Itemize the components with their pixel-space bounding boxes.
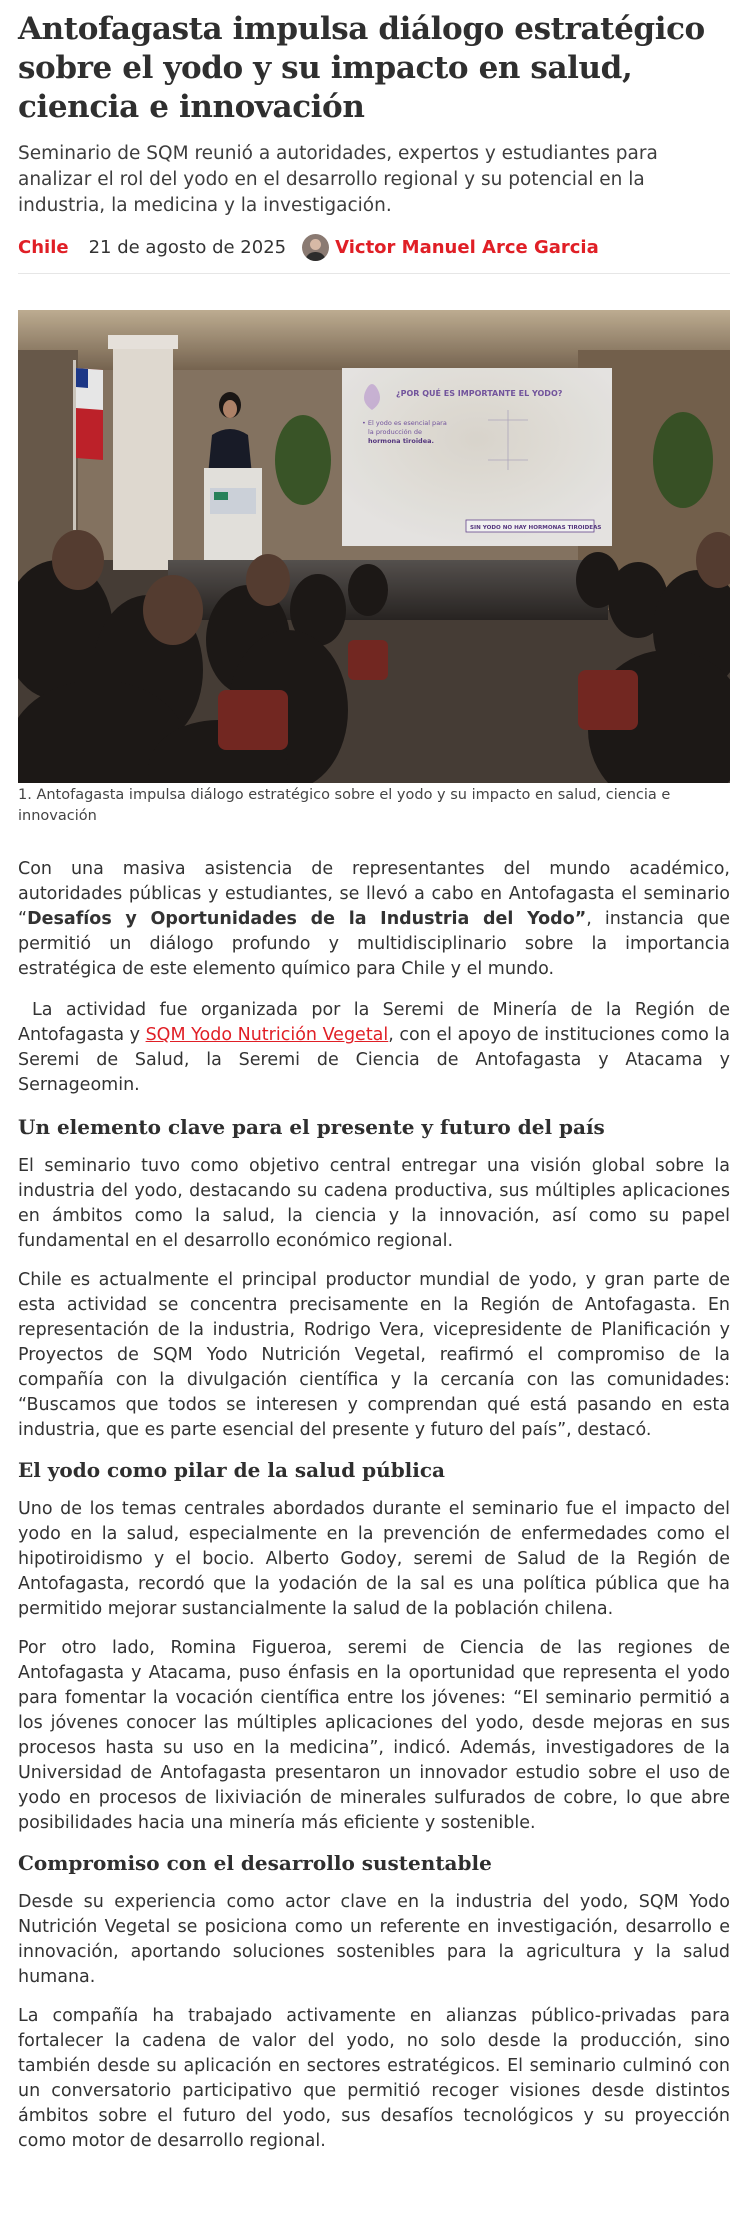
- paragraph-3: El seminario tuvo como objetivo central entregar una visión global sobre la industria del yodo, destacando su cadena productiva, sus múltiples aplicaciones en ámbitos como la salud, la ciencia y la innovación, así como su papel fundamental en el desarrollo económico regional.: [18, 1156, 730, 1251]
- paragraph-1: [18, 857, 730, 982]
- seminar-photo-illustration: [18, 310, 730, 783]
- article-title: Antofagasta impulsa diálogo estratégico sobre el yodo y su impacto en salud, ciencia e innovación: [18, 11, 705, 125]
- paragraph-2: [18, 998, 730, 1098]
- paragraph-7: Desde su experiencia como actor clave en la industria del yodo, SQM Yodo Nutrición Vegetal se posiciona como un referente en investigación, desarrollo e innovación, aportando soluciones sostenibles para la agricultura y la salud humana.: [18, 1892, 730, 1987]
- paragraph-1-text-a: Con una masiva asistencia de representantes del mundo académico, autoridades públicas y estudiantes, se llevó a cabo en Antofagasta el seminario “: [18, 859, 730, 929]
- paragraph-1-text-b: , instancia que permitió un diálogo profundo y multidisciplinario sobre la importancia estratégica de este elemento químico para Chile y el mundo.: [18, 909, 730, 979]
- article-meta: [18, 233, 730, 261]
- author-avatar[interactable]: [302, 234, 329, 261]
- slide-bullet-1: • El yodo es esencial para: [362, 419, 447, 427]
- paragraph-5: Uno de los temas centrales abordados durante el seminario fue el impacto del yodo en la salud, especialmente en la prevención de enfermedades como el hipotiroidismo y el bocio. Alberto Godoy, seremi de Salud de la Región de Antofagasta, recordó que la yodación de la sal es una política pública que ha permitido mejorar sustancialmente la salud de la población chilena.: [18, 1499, 730, 1619]
- slide-title: ¿POR QUÉ ES IMPORTANTE EL YODO?: [396, 389, 563, 398]
- paragraph-8: La compañía ha trabajado activamente en alianzas público-privadas para fortalecer la cadena de valor del yodo, no solo desde la producción, sino también desde su aplicación en sectores estratégicos. El seminario culminó con un conversatorio participativo que permitió recoger visiones desde distintos ámbitos sobre el futuro del yodo, sus desafíos tecnológicos y su proyección como motor de desarrollo regional.: [18, 2006, 730, 2151]
- slide-footer: SIN YODO NO HAY HORMONAS TIROIDEAS: [470, 525, 602, 531]
- sqm-link[interactable]: SQM Yodo Nutrición Vegetal: [145, 1025, 389, 1045]
- author-link[interactable]: Victor Manuel Arce Garcia: [335, 236, 599, 258]
- divider: [18, 273, 730, 274]
- section-heading-3: Compromiso con el desarrollo sustentable: [18, 1851, 492, 1875]
- seminar-name: Desafíos y Oportunidades de la Industria del Yodo”: [27, 909, 587, 929]
- section-heading-2: El yodo como pilar de la salud pública: [18, 1458, 446, 1482]
- article: [18, 0, 730, 2154]
- slide-bullet-2: la producción de: [368, 428, 422, 436]
- article-body: [18, 857, 730, 2154]
- paragraph-2-text-b: , con el apoyo de instituciones como la Seremi de Salud, la Seremi de Ciencia de Antofagasta y Atacama y Sernageomin.: [18, 1025, 730, 1095]
- section-heading-1: Un elemento clave para el presente y futuro del país: [18, 1115, 605, 1139]
- paragraph-4: Chile es actualmente el principal productor mundial de yodo, y gran parte de esta actividad se concentra precisamente en la Región de Antofagasta. En representación de la industria, Rodrigo Vera, vicepresidente de Planificación y Proyectos de SQM Yodo Nutrición Vegetal, reafirmó el compromiso de la compañía con la divulgación científica y la cercanía con las comunidades: “Buscamos que todos se interesen y comprendan qué está pasando en esta industria, que es parte esencial del presente y futuro del país”, destacó.: [18, 1270, 730, 1440]
- category-link[interactable]: Chile: [18, 236, 69, 258]
- article-subtitle: Seminario de SQM reunió a autoridades, expertos y estudiantes para analizar el rol del yodo en el desarrollo regional y su potencial en la industria, la medicina y la investigación.: [18, 143, 658, 216]
- slide-bullet-3: hormona tiroidea.: [368, 437, 434, 445]
- paragraph-2-text-a: La actividad fue organizada por la Seremi de Minería de la Región de Antofagasta y: [18, 1000, 730, 1045]
- publish-date: 21 de agosto de 2025: [88, 236, 287, 258]
- article-photo[interactable]: [18, 310, 730, 783]
- paragraph-6: Por otro lado, Romina Figueroa, seremi de Ciencia de las regiones de Antofagasta y Atacama, puso énfasis en la oportunidad que representa el yodo para fomentar la vocación científica entre los jóvenes: “El seminario permitió a los jóvenes conocer las múltiples aplicaciones del yodo, desde mejoras en sus procesos hasta su uso en la medicina”, indicó. Además, investigadores de la Universidad de Antofagasta presentaron un innovador estudio sobre el uso de yodo en procesos de lixiviación de minerales sulfurados de cobre, lo que abre posibilidades hacia una minería más eficiente y sostenible.: [18, 1638, 730, 1833]
- photo-caption: 1. Antofagasta impulsa diálogo estratégico sobre el yodo y su impacto en salud, ciencia e innovación: [18, 787, 671, 824]
